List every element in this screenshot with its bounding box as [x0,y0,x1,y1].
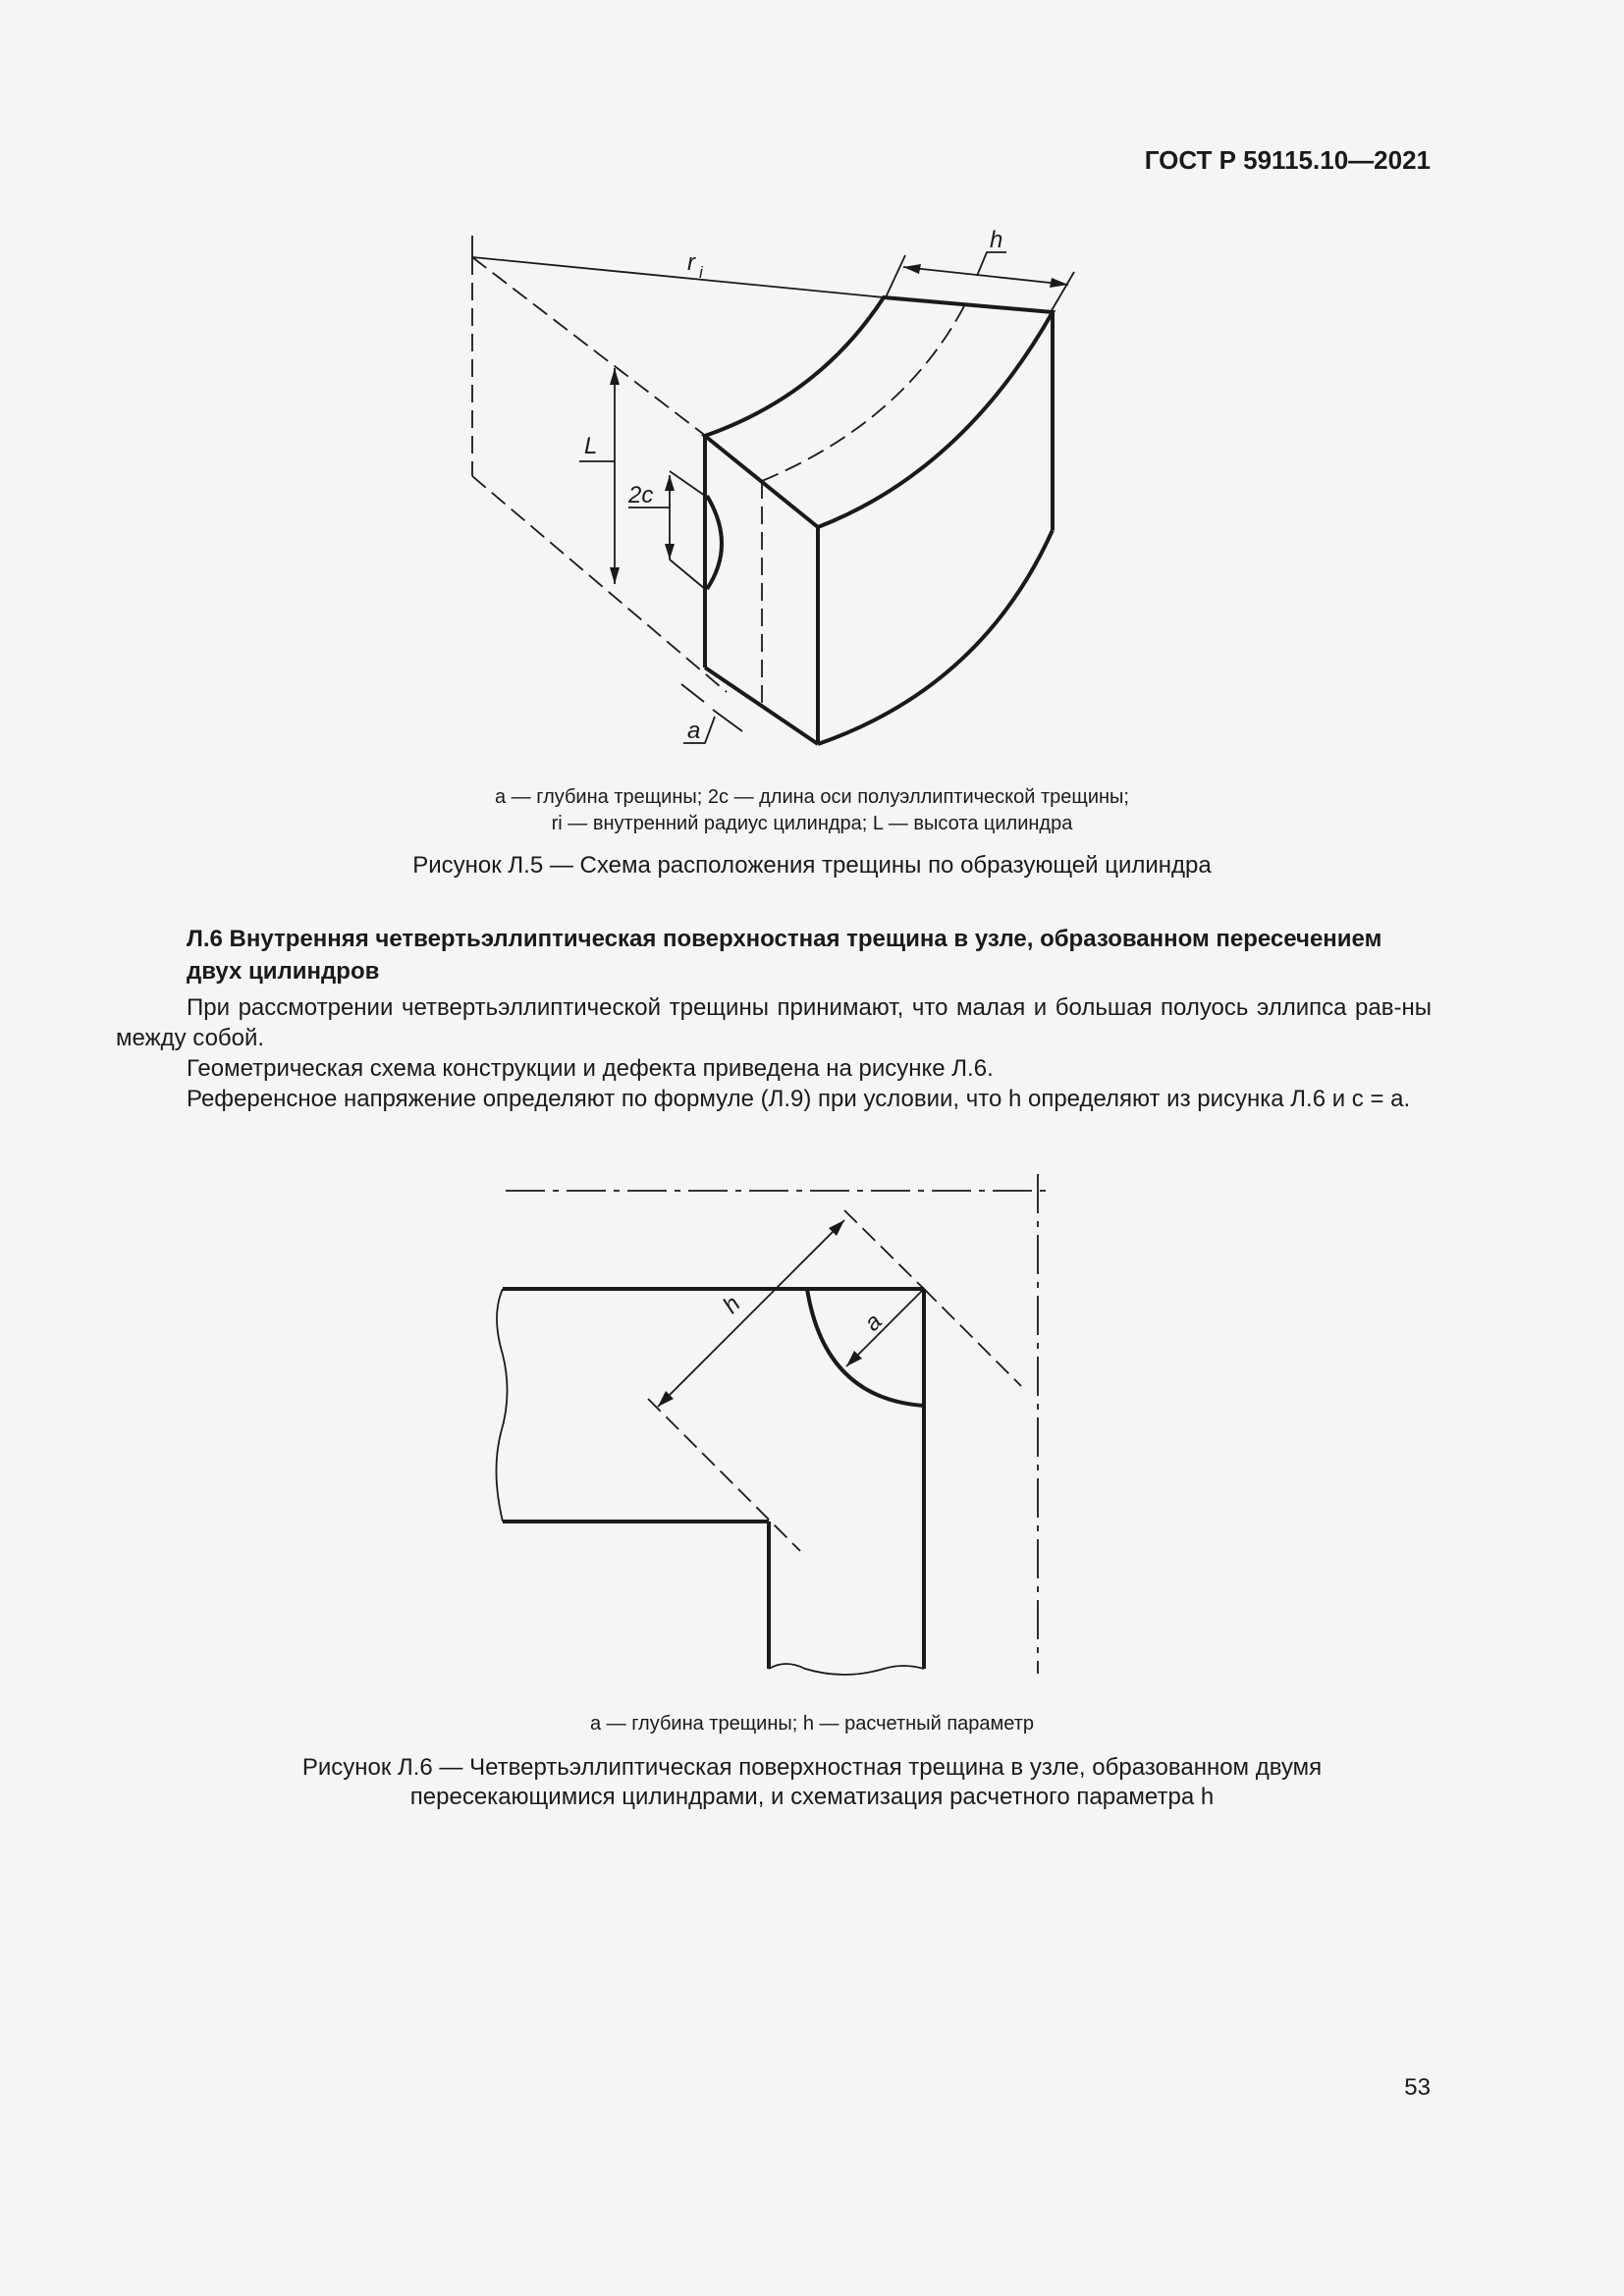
label-h: h [990,227,1003,253]
paragraph-1-text: При рассмотрении четвертьэллиптической трещины принимают, что малая и большая полуось эллипса рав-ны между собой. [116,994,1432,1051]
label-L: L [584,433,598,459]
document-code-header: ГОСТ Р 59115.10—2021 [1144,145,1431,175]
label-h-l6: h [718,1290,746,1319]
figure-l6-caption-line-1: Рисунок Л.6 — Четвертьэллиптическая поверхностная трещина в узле, образованном двумя [301,1754,1323,1781]
figure-l5-legend-line-1: a — глубина трещины; 2c — длина оси полуэллиптической трещины; [494,786,1129,808]
paragraph-3-text: Референсное напряжение определяют по формуле (Л.9) при условии, что h определяют из рисунка Л.6 и c = a. [187,1086,1411,1112]
figure-l6-caption-line-2: пересекающимися цилиндрами, и схематизация расчетного параметра h [409,1784,1215,1810]
figure-l5-caption: Рисунок Л.5 — Схема расположения трещины по образующей цилиндра [412,852,1212,879]
label-a: a [687,718,701,744]
label-a-l6: a [859,1308,888,1337]
break-line-left [496,1289,507,1522]
label-2c: 2c [628,482,654,508]
inner-dash-line [648,1399,800,1551]
h-dimension-line [658,1220,844,1407]
outer-dash-top [844,1210,924,1289]
page-number: 53 [1404,2074,1431,2101]
paragraph-2-text: Геометрическая схема конструкции и дефекта приведена на рисунке Л.6. [187,1055,994,1082]
outer-dash-extension [924,1289,1021,1386]
figure-l6-legend: a — глубина трещины; h — расчетный параметр [589,1713,1035,1735]
figure-l5-legend-line-2: ri — внутренний радиус цилиндра; L — высота цилиндра [551,813,1073,834]
section-title: Л.6 Внутренняя четвертьэллиптическая поверхностная трещина в узле, образованном пересечением двух цилиндров [187,926,1382,985]
label-ri: r [687,249,695,276]
label-ri-subscript: i [699,263,703,282]
break-line-bottom [769,1664,924,1675]
